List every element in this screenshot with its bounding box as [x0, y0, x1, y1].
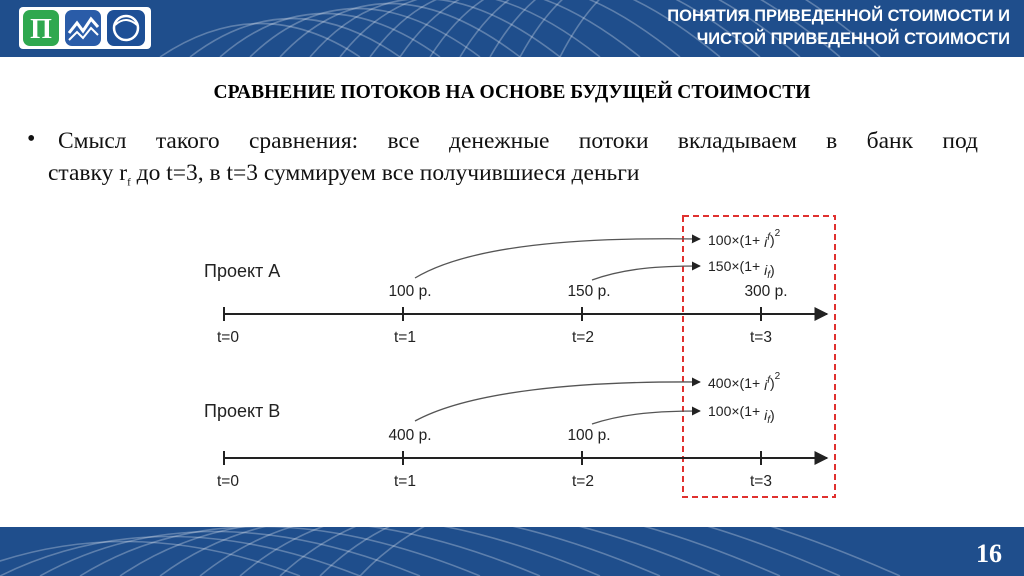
slide-subtitle: СРАВНЕНИЕ ПОТОКОВ НА ОСНОВЕ БУДУЩЕЙ СТОИМОСТИ [213, 82, 811, 103]
bullet-line2-sub: f [127, 176, 131, 189]
project-b-formula-1-close: ) [769, 375, 775, 391]
project-a-formula-1-base: 100×(1+ [708, 232, 765, 248]
project-a-tick-label-1: t=1 [394, 329, 416, 346]
project-a-amount-t2: 150 р. [567, 283, 611, 300]
header-band [0, 0, 1024, 57]
project-b-formula-2-var: i [764, 407, 768, 423]
project-b-formula-2-base: 100×(1+ [708, 403, 765, 419]
project-b-formula-2-sub: f [767, 415, 770, 426]
project-b-formula-2 [708, 403, 775, 426]
project-b-tick-label-0: t=0 [217, 473, 239, 490]
cash-flow-diagram [0, 205, 1024, 505]
project-b-arrow-1 [415, 382, 700, 421]
logo-emblems [19, 7, 151, 49]
project-b-tick-label-1: t=1 [394, 473, 416, 490]
footer-pattern [0, 527, 1024, 576]
project-a-amount-t1: 100 р. [388, 283, 432, 300]
bullet-text [48, 125, 978, 199]
project-a-amount-t3: 300 р. [744, 283, 788, 300]
project-a-formula-1-exp: 2 [774, 228, 781, 239]
page-number: 16 [976, 539, 1002, 568]
project-b-formula-1-base: 400×(1+ [708, 375, 765, 391]
header-title-line2: ЧИСТОЙ ПРИВЕДЕННОЙ СТОИМОСТИ [696, 30, 1010, 48]
project-a-formula-2-sub: f [767, 270, 770, 281]
project-b-amount-t2: 100 р. [567, 427, 611, 444]
project-a-arrow-1 [415, 239, 700, 278]
project-a-formula-1-sup: f [767, 232, 770, 243]
project-b-formula-1-exp: 2 [774, 371, 781, 382]
project-b-formula-1 [708, 371, 781, 393]
bullet-line1: Смысл такого сравнения: все денежные потоки вкладываем в банк под [58, 128, 978, 154]
bullet-line2 [48, 160, 640, 189]
project-a-formula-1 [708, 228, 781, 250]
header-title-line1: ПОНЯТИЯ ПРИВЕДЕННОЙ СТОИМОСТИ И [667, 7, 1010, 25]
project-a-formula-1-close: ) [769, 232, 775, 248]
bullet-icon: • [27, 126, 36, 152]
footer-band [0, 527, 1024, 576]
project-a-formula-2-close: ) [769, 262, 775, 278]
project-a-formula-2-var: i [764, 262, 768, 278]
svg-text:П: П [30, 14, 52, 45]
project-b-amount-t1: 400 р. [388, 427, 432, 444]
project-a-tick-label-0: t=0 [217, 329, 239, 346]
project-b-tick-label-2: t=2 [572, 473, 594, 490]
project-a-label: Проект А [204, 261, 281, 281]
project-b-label: Проект В [204, 401, 281, 421]
project-a-tick-label-2: t=2 [572, 329, 594, 346]
project-a-formula-2 [708, 258, 775, 281]
project-a-formula-1-var: i [764, 234, 768, 250]
project-a-tick-label-3: t=3 [750, 329, 772, 346]
project-a-formula-2-base: 150×(1+ [708, 258, 765, 274]
project-b-tick-label-3: t=3 [750, 473, 772, 490]
logo [19, 7, 151, 49]
project-b-formula-1-sup: f [767, 375, 770, 386]
project-b-formula-2-close: ) [769, 407, 775, 423]
bullet-line2-part1: ставку r [48, 160, 128, 186]
header-title [540, 5, 1010, 51]
project-b-formula-1-var: i [764, 377, 768, 393]
bullet-line2-part2: до t=3, в t=3 суммируем все получившиеся деньги [130, 160, 640, 186]
